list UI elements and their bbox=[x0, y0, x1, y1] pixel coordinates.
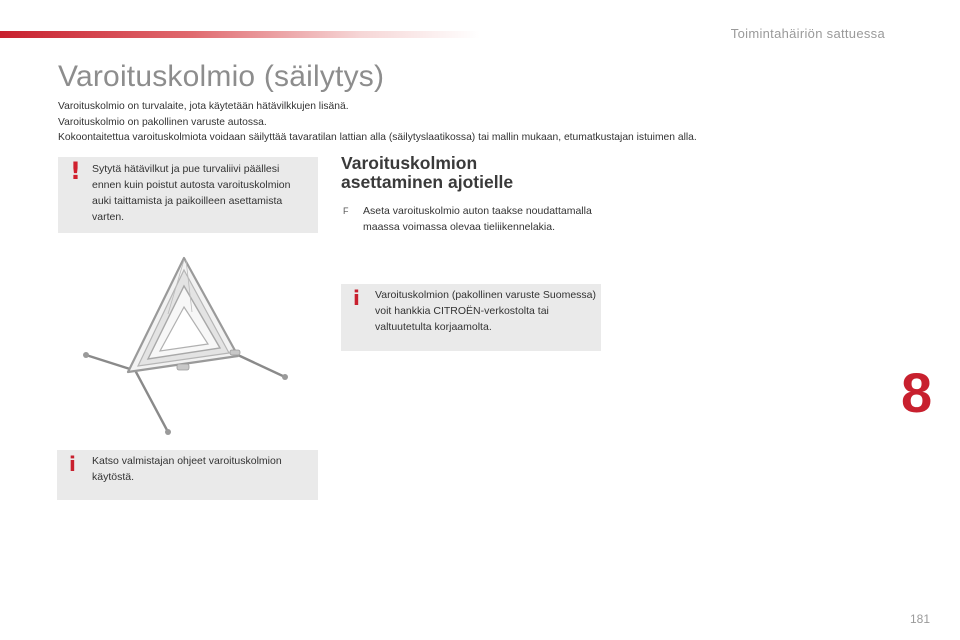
info-box-right bbox=[341, 284, 601, 351]
exclamation-icon: ! bbox=[70, 157, 81, 185]
warning-box bbox=[58, 157, 318, 233]
section-heading-line: Varoituskolmion bbox=[341, 153, 478, 173]
warning-text: Sytytä hätävilkut ja pue turvaliivi päällesi ennen kuin poistut autosta varoituskolmion auki taittamista ja paikoilleen asettamista varten. bbox=[92, 163, 291, 223]
intro-text bbox=[58, 99, 918, 146]
step-text: Aseta varoituskolmio auton taakse noudattamalla maassa voimassa olevaa tieliikennelakia. bbox=[363, 205, 592, 233]
section-heading-line: asettaminen ajotielle bbox=[341, 172, 514, 192]
section-header: Toimintahäiriön sattuessa bbox=[730, 26, 885, 41]
warning-triangle-illustration bbox=[80, 252, 295, 437]
header-accent-bar bbox=[0, 31, 480, 38]
section-heading bbox=[341, 154, 513, 192]
step-bullet-icon: F bbox=[343, 206, 349, 216]
page-title: Varoituskolmio (säilytys) bbox=[58, 60, 385, 93]
chapter-number: 8 bbox=[901, 361, 933, 424]
info-text: Varoituskolmion (pakollinen varuste Suomessa) voit hankkia CITROËN-verkostolta tai valtuutetulta korjaamolta. bbox=[375, 289, 596, 333]
intro-line: Kokoontaitettua varoituskolmiota voidaan säilyttää tavaratilan lattian alla (säilytyslaatikossa) tai mallin mukaan, etumatkustajan istuimen alla. bbox=[58, 132, 697, 143]
page-number: 181 bbox=[909, 612, 930, 626]
intro-line: Varoituskolmio on pakollinen varuste autossa. bbox=[58, 116, 267, 128]
info-icon: i bbox=[353, 286, 360, 310]
info-box-bottom bbox=[57, 450, 318, 500]
intro-line: Varoituskolmio on turvalaite, jota käytetään hätävilkkujen lisänä. bbox=[58, 101, 349, 112]
info-icon: i bbox=[69, 452, 76, 476]
info-text: Katso valmistajan ohjeet varoituskolmion käytöstä. bbox=[92, 455, 282, 483]
